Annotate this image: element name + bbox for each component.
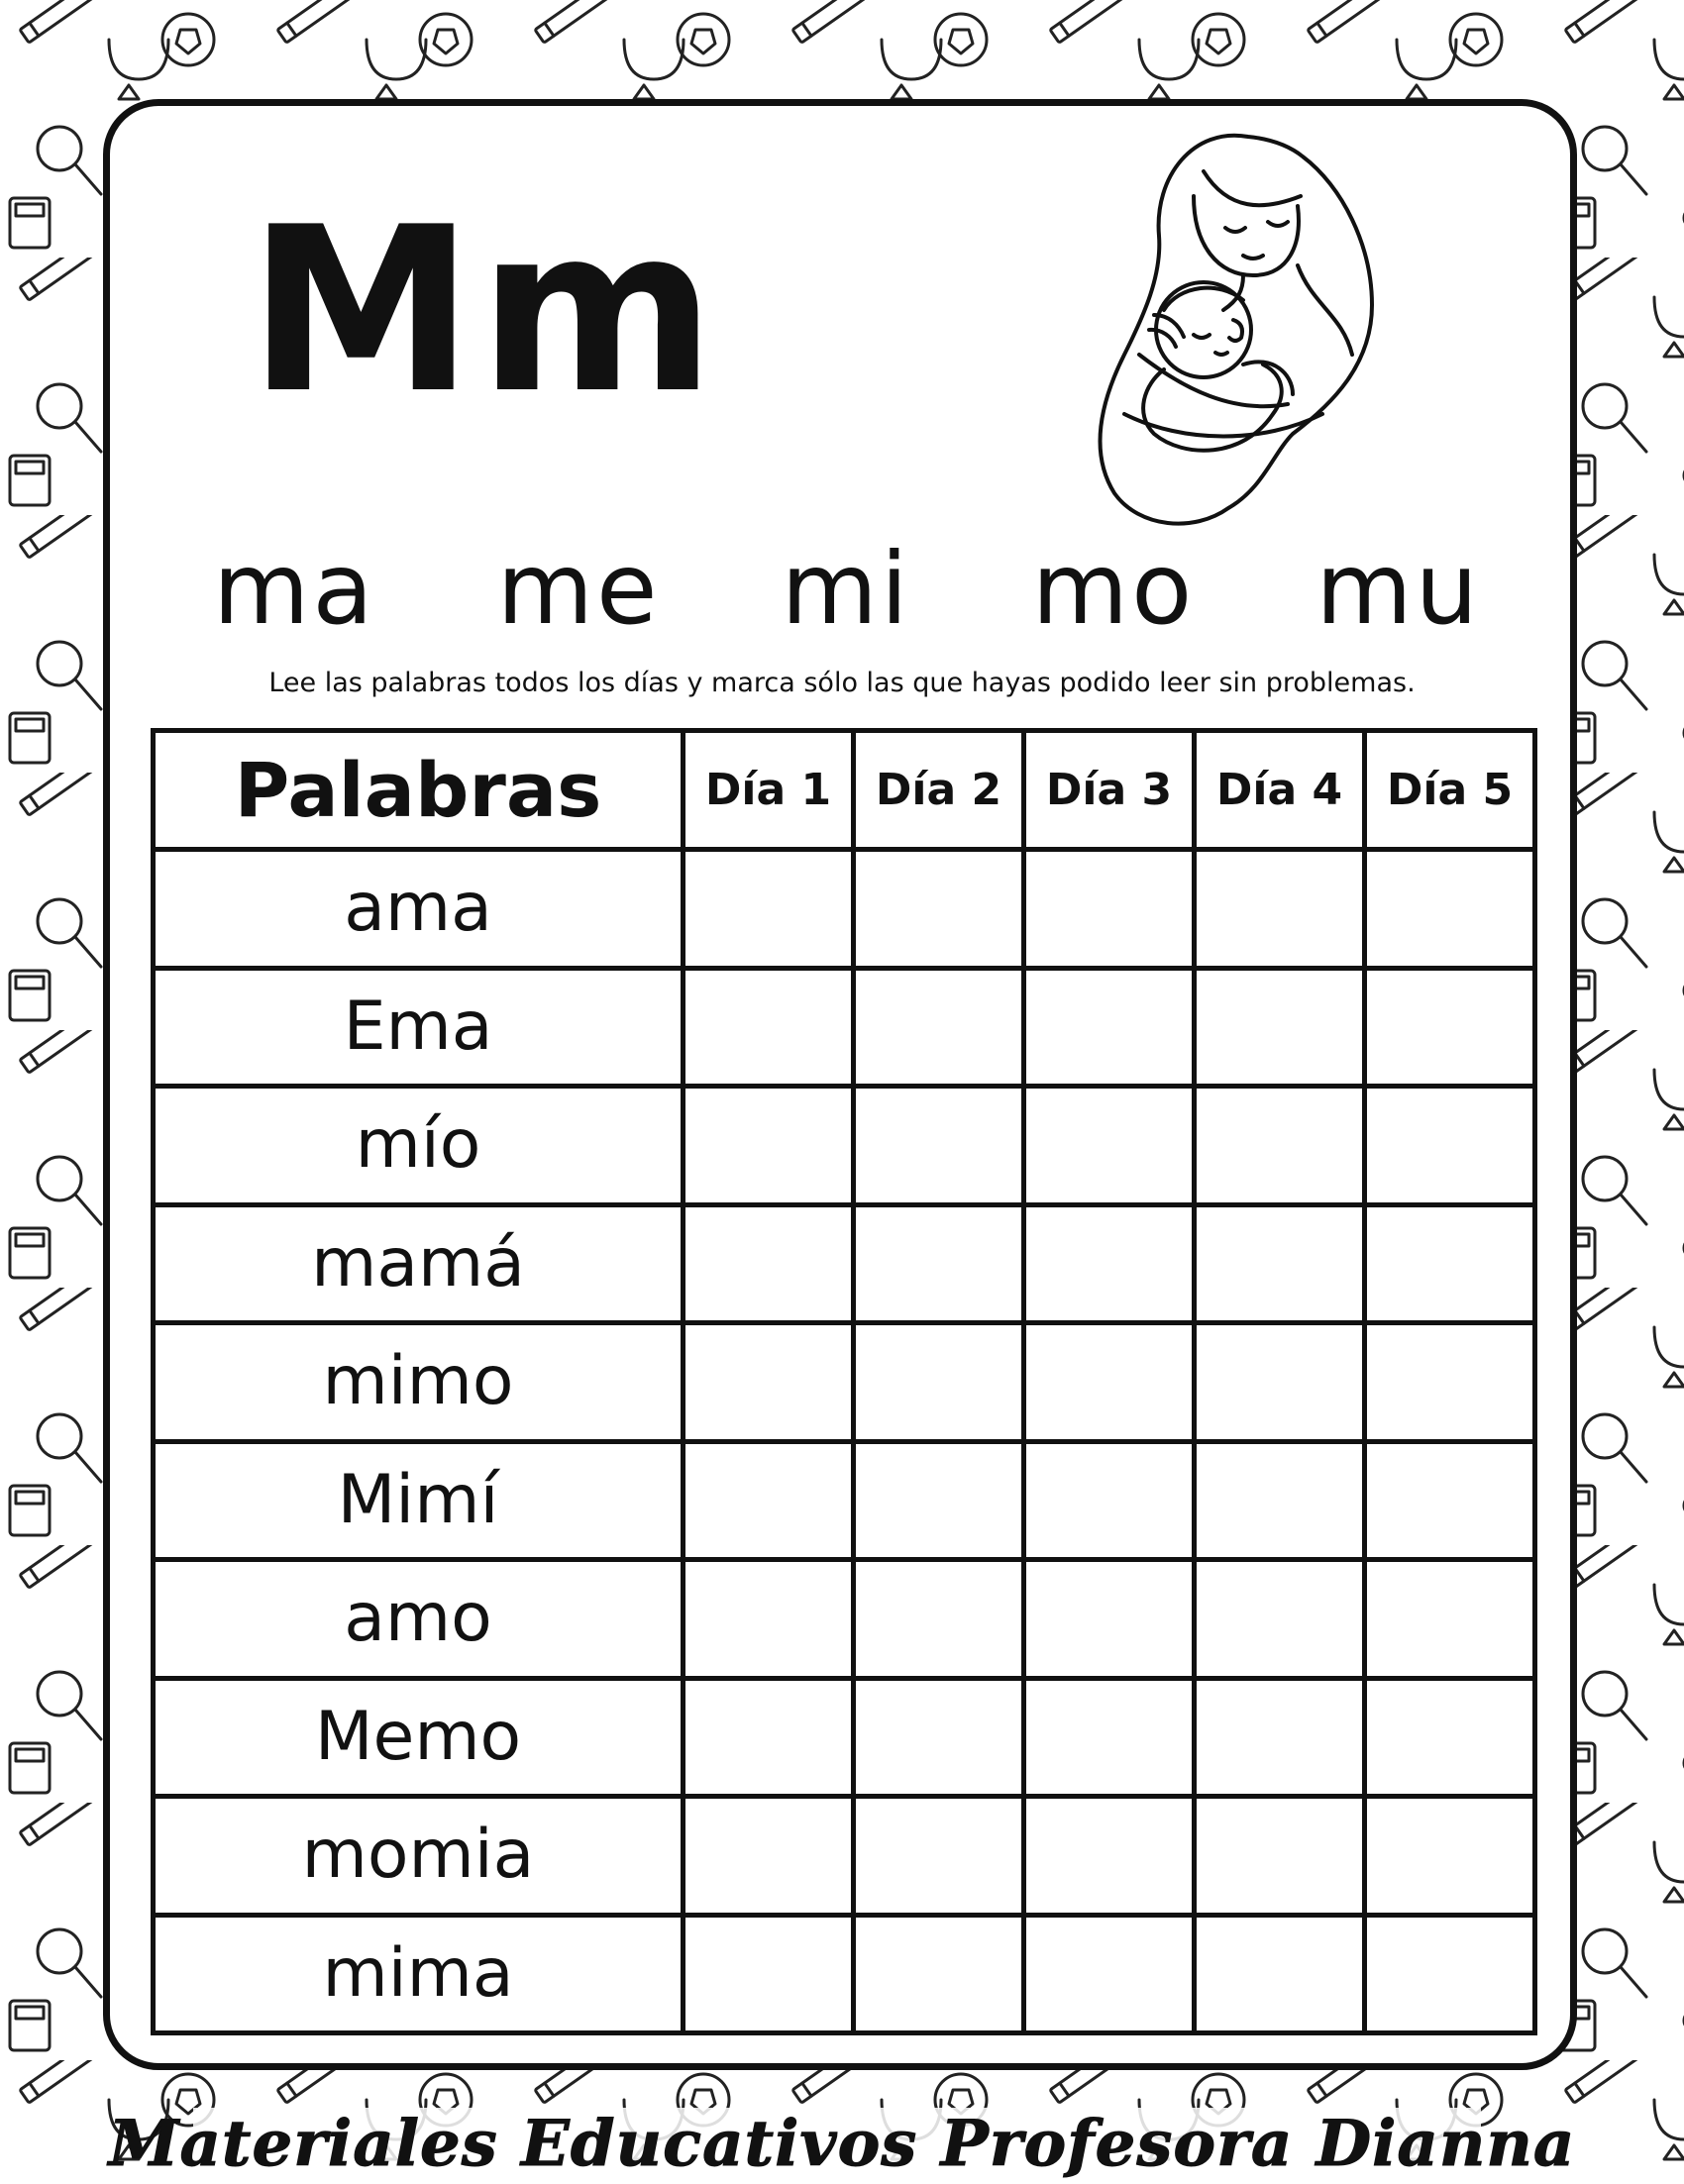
check-cell-day-4[interactable] [1195, 1323, 1365, 1442]
check-cell-day-5[interactable] [1365, 1323, 1535, 1442]
check-cell-day-2[interactable] [854, 1441, 1024, 1560]
check-cell-day-3[interactable] [1024, 1560, 1195, 1679]
check-cell-day-1[interactable] [684, 1441, 854, 1560]
header-day-4: Día 4 [1195, 731, 1365, 850]
check-cell-day-2[interactable] [854, 1560, 1024, 1679]
mother-holding-baby-icon [1045, 117, 1412, 533]
check-cell-day-4[interactable] [1195, 1441, 1365, 1560]
word-cell: Mimí [154, 1441, 684, 1560]
header-day-5: Día 5 [1365, 731, 1535, 850]
table-row [154, 1441, 1535, 1560]
check-cell-day-5[interactable] [1365, 1915, 1535, 2033]
check-cell-day-1[interactable] [684, 1204, 854, 1323]
check-cell-day-2[interactable] [854, 1797, 1024, 1916]
check-cell-day-4[interactable] [1195, 1087, 1365, 1205]
check-cell-day-1[interactable] [684, 1323, 854, 1442]
word-cell: Memo [154, 1678, 684, 1797]
word-cell: ama [154, 850, 684, 969]
check-cell-day-4[interactable] [1195, 1797, 1365, 1916]
check-cell-day-3[interactable] [1024, 1441, 1195, 1560]
table-row [154, 1560, 1535, 1679]
check-cell-day-3[interactable] [1024, 850, 1195, 969]
check-cell-day-1[interactable] [684, 1087, 854, 1205]
table-row [154, 1087, 1535, 1205]
table-row [154, 1797, 1535, 1916]
check-cell-day-5[interactable] [1365, 1204, 1535, 1323]
header-day-3: Día 3 [1024, 731, 1195, 850]
word-cell: Ema [154, 968, 684, 1087]
word-cell: mima [154, 1915, 684, 2033]
word-cell: mamá [154, 1204, 684, 1323]
check-cell-day-1[interactable] [684, 1560, 854, 1679]
check-cell-day-4[interactable] [1195, 1560, 1365, 1679]
syllable-row [213, 530, 1481, 649]
check-cell-day-2[interactable] [854, 968, 1024, 1087]
check-cell-day-2[interactable] [854, 850, 1024, 969]
check-cell-day-4[interactable] [1195, 1678, 1365, 1797]
check-cell-day-1[interactable] [684, 1797, 854, 1916]
table-row [154, 850, 1535, 969]
check-cell-day-2[interactable] [854, 1323, 1024, 1442]
check-cell-day-5[interactable] [1365, 1678, 1535, 1797]
check-cell-day-4[interactable] [1195, 968, 1365, 1087]
check-cell-day-5[interactable] [1365, 1797, 1535, 1916]
check-cell-day-5[interactable] [1365, 1087, 1535, 1205]
check-cell-day-1[interactable] [684, 1915, 854, 2033]
table-row [154, 1915, 1535, 2033]
table-header-row [154, 731, 1535, 850]
check-cell-day-3[interactable] [1024, 1204, 1195, 1323]
word-cell: mío [154, 1087, 684, 1205]
check-cell-day-1[interactable] [684, 968, 854, 1087]
check-cell-day-3[interactable] [1024, 1915, 1195, 2033]
letter-title: Mm [248, 179, 720, 444]
check-cell-day-2[interactable] [854, 1915, 1024, 2033]
check-cell-day-2[interactable] [854, 1087, 1024, 1205]
word-cell: amo [154, 1560, 684, 1679]
word-cell: mimo [154, 1323, 684, 1442]
table-row [154, 1204, 1535, 1323]
check-cell-day-5[interactable] [1365, 1560, 1535, 1679]
check-cell-day-2[interactable] [854, 1204, 1024, 1323]
check-cell-day-5[interactable] [1365, 850, 1535, 969]
table-row [154, 1323, 1535, 1442]
footer-credit: Materiales Educativos Profesora Dianna [108, 2107, 1576, 2181]
check-cell-day-4[interactable] [1195, 1204, 1365, 1323]
table-row [154, 968, 1535, 1087]
reading-tracker-table [151, 728, 1537, 2035]
header-day-1: Día 1 [684, 731, 854, 850]
check-cell-day-1[interactable] [684, 850, 854, 969]
check-cell-day-4[interactable] [1195, 850, 1365, 969]
check-cell-day-3[interactable] [1024, 1087, 1195, 1205]
check-cell-day-3[interactable] [1024, 1797, 1195, 1916]
check-cell-day-5[interactable] [1365, 1441, 1535, 1560]
check-cell-day-2[interactable] [854, 1678, 1024, 1797]
table-row [154, 1678, 1535, 1797]
syllable-me: me [496, 531, 661, 647]
check-cell-day-4[interactable] [1195, 1915, 1365, 2033]
header-words: Palabras [154, 731, 684, 850]
instruction-text: Lee las palabras todos los días y marca sólo las que hayas podido leer sin problemas. [268, 668, 1416, 698]
word-cell: momia [154, 1797, 684, 1916]
header-day-2: Día 2 [854, 731, 1024, 850]
syllable-mi: mi [781, 531, 911, 647]
syllable-mo: mo [1031, 531, 1196, 647]
syllable-ma: ma [213, 531, 376, 647]
check-cell-day-3[interactable] [1024, 1323, 1195, 1442]
check-cell-day-1[interactable] [684, 1678, 854, 1797]
check-cell-day-5[interactable] [1365, 968, 1535, 1087]
check-cell-day-3[interactable] [1024, 968, 1195, 1087]
check-cell-day-3[interactable] [1024, 1678, 1195, 1797]
syllable-mu: mu [1316, 531, 1481, 647]
